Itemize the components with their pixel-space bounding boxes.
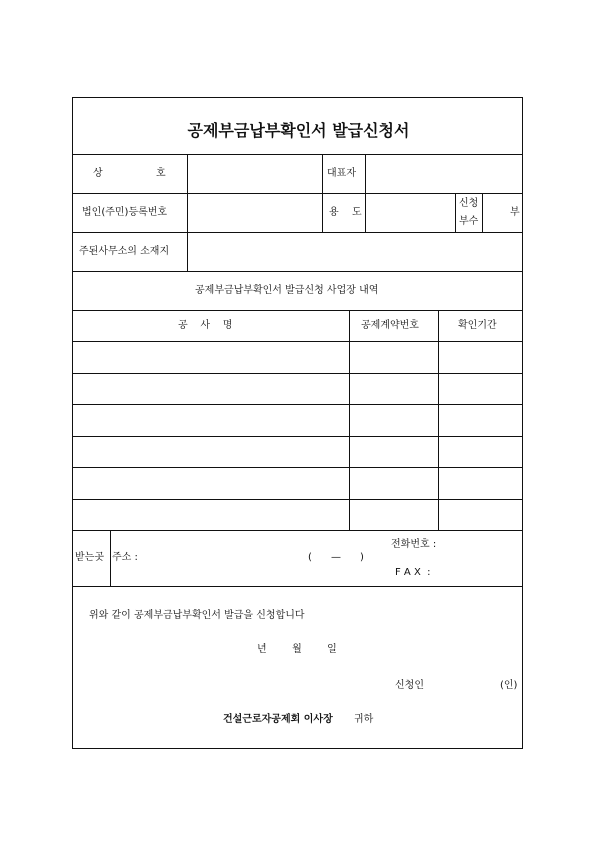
fax-label: F A X :	[395, 567, 431, 578]
recipient-label: 받는곳	[75, 552, 104, 563]
column-header-period: 확인기간	[458, 320, 497, 331]
trade-name-label-2: 호	[156, 168, 166, 179]
copies-label-2: 부수	[459, 216, 479, 227]
declaration-statement: 위와 같이 공제부금납부확인서 발급을 신청합니다	[89, 610, 305, 621]
addressee: 건설근로자공제회 이사장	[223, 714, 333, 725]
divider	[322, 154, 323, 232]
seal-mark: (인)	[500, 680, 518, 691]
honorific: 귀하	[354, 714, 374, 725]
copies-unit: 부	[510, 207, 520, 218]
trade-name-label-1: 상	[93, 168, 103, 179]
applicant-signature-label: 신청인	[395, 680, 424, 691]
copies-label-1: 신청	[459, 198, 479, 209]
divider	[73, 467, 522, 468]
divider	[73, 154, 522, 155]
column-header-project-name: 공 사 명	[178, 320, 233, 331]
divider	[365, 154, 366, 232]
registration-number-label: 법인(주민)등록번호	[82, 207, 168, 218]
application-form	[72, 97, 523, 749]
application-date: 년 월 일	[257, 644, 337, 655]
phone-label: 전화번호 :	[391, 539, 437, 550]
divider	[110, 530, 111, 586]
divider	[187, 154, 188, 271]
divider	[455, 193, 456, 232]
divider	[482, 193, 483, 232]
divider	[73, 310, 522, 311]
divider	[73, 586, 522, 587]
office-address-label: 주된사무소의 소재지	[79, 246, 170, 257]
usage-label-2: 도	[352, 207, 362, 218]
representative-label: 대표자	[327, 168, 356, 179]
divider	[73, 404, 522, 405]
usage-label-1: 용	[329, 207, 339, 218]
divider	[73, 373, 522, 374]
divider	[73, 436, 522, 437]
divider	[349, 310, 350, 530]
divider	[73, 499, 522, 500]
column-header-contract-number: 공제계약번호	[361, 320, 419, 331]
divider	[73, 232, 522, 233]
divider	[438, 310, 439, 530]
phone-parentheses: ( — )	[308, 552, 364, 563]
divider	[73, 530, 522, 531]
recipient-address-label: 주소 :	[112, 552, 138, 563]
form-title: 공제부금납부확인서 발급신청서	[187, 121, 410, 140]
worksite-section-title: 공제부금납부확인서 발급신청 사업장 내역	[195, 285, 379, 296]
divider	[73, 341, 522, 342]
divider	[73, 271, 522, 272]
